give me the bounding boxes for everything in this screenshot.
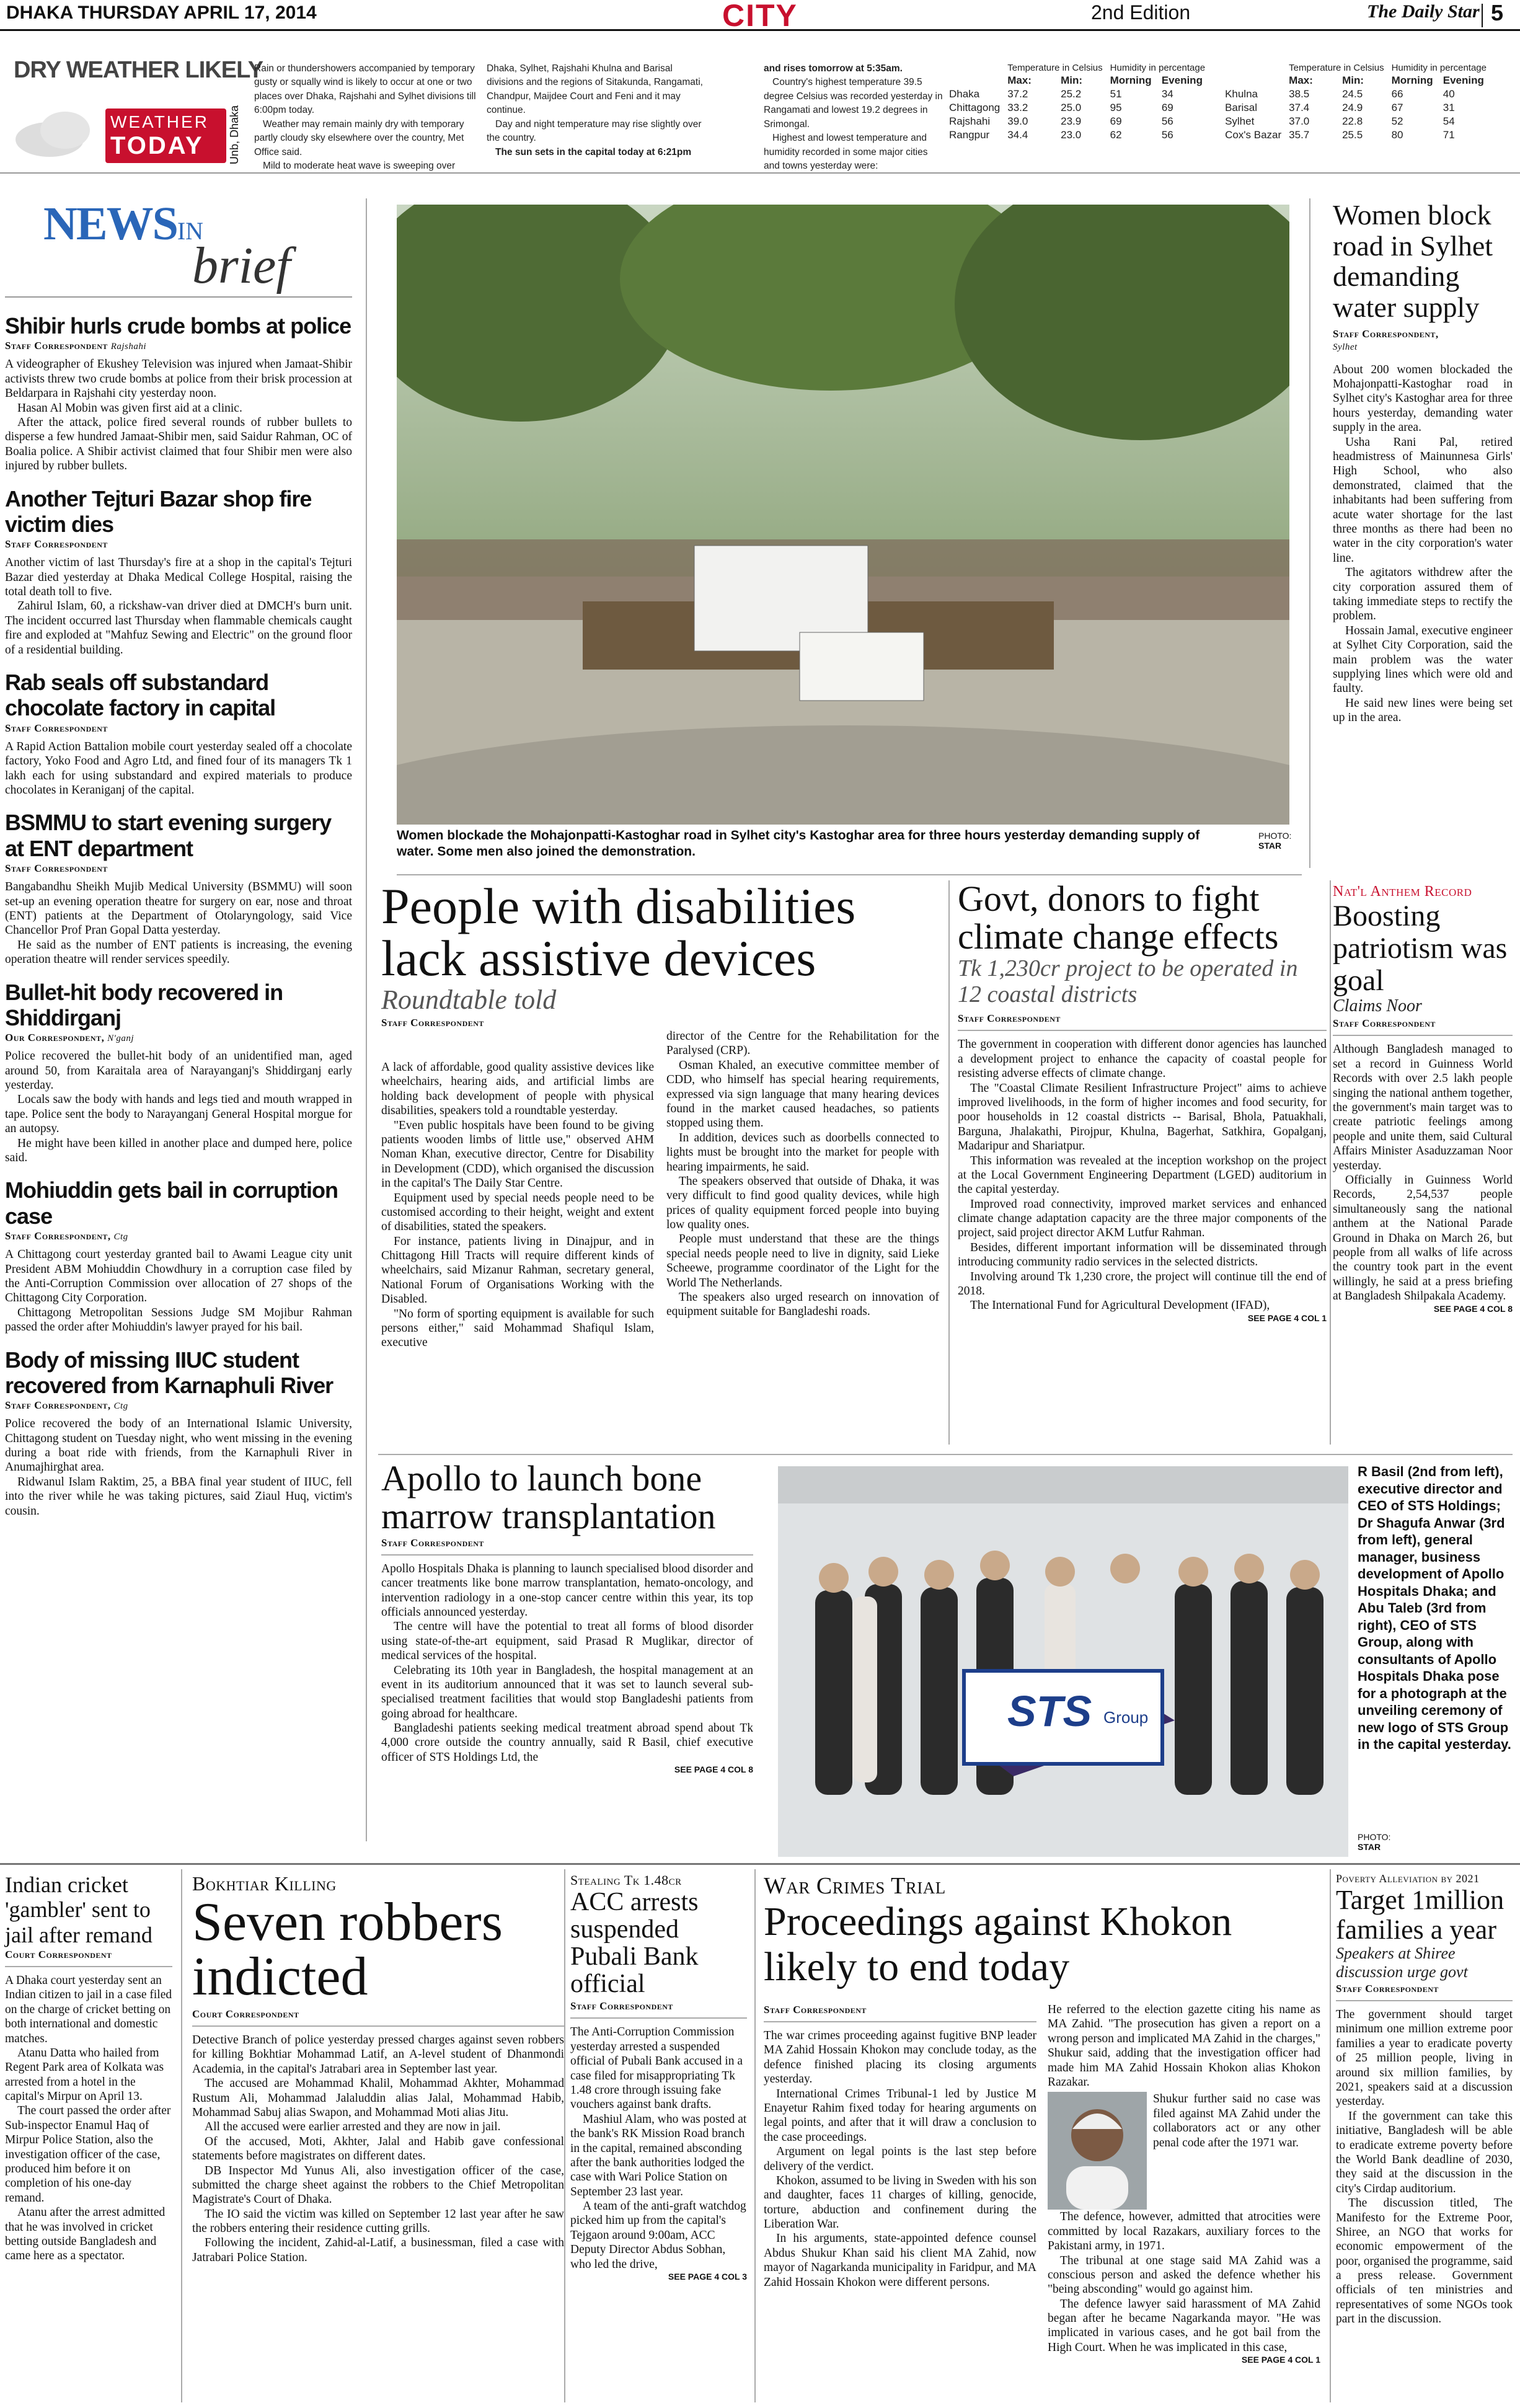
column-rule [1309,198,1310,868]
paragraph: director of the Centre for the Rehabilitation for the Paralysed (CRP). [666,1030,939,1058]
brief-body [5,880,352,967]
paragraph: The speakers also urged research on innovation of equipment suitable for Bangladeshi roads. [666,1291,939,1319]
paragraph: About 200 women blockaded the Mohajonpatti-Kastoghar road in Sylhet city's Kastoghar area for three hours yesterday, demanding water supply in the area. [1333,363,1513,435]
see-page-link[interactable]: SEE PAGE 4 COL 8 [1433,1303,1513,1314]
story-kicker: Poverty Alleviation by 2021 [1336,1872,1480,1885]
paragraph: Of the accused, Moti, Akhter, Jalal and Habib gave confessional statements before magistrates on different dates. [192,2135,564,2163]
paragraph: Apollo Hospitals Dhaka is planning to launch specialised blood disorder and cancer treatments like bone marrow transplantation, hemato-oncology, and intervention radiology in a one-stop cancer centre within this year, its top officials announced yesterday. [381,1562,753,1619]
byline: Staff Correspondent [5,340,108,352]
apollo-photo-caption: R Basil (2nd from left), executive director and CEO of STS Holdings; Dr Shagufa Anwar (3rd from left), general manager, business development of Apollo Hospitals Dhaka; and Abu Taleb (3rd from right), CEO of STS Group, along with consultants of Apollo Hospitals Dhaka pose for a photograph at the unveiling ceremony of new logo of STS Group in the capital yesterday. [1358,1464,1511,1752]
paragraph: Chittagong Metropolitan Sessions Judge SM Mojibur Rahman passed the order after Mohiuddin's lawyer prayed for his bail. [5,1306,352,1334]
city-name: Rajshahi [949,115,991,127]
story-headline[interactable]: Apollo to launch bone marrow transplantation [381,1458,716,1536]
city-name: Barisal [1225,102,1258,113]
khokon-portrait [1048,2092,1147,2210]
dateline: Ctg [113,1401,128,1412]
column-rule [1330,880,1331,1445]
photo-credit-source: STAR [1358,1842,1381,1852]
byline: Staff Correspondent, [1333,327,1439,340]
evening-humidity: 54 [1443,115,1455,127]
evening-header: Evening [1443,74,1484,86]
story-body [381,1562,753,1764]
evening-humidity: 56 [1161,129,1173,141]
page-number: 5 [1491,0,1504,25]
paragraph: Celebrating its 10th year in Bangladesh, the hospital management at an event in its auditorium announced that it was set to launch several sub-specialised treatment facilities that would stop Bangladeshi patients from going abroad for healthcare. [381,1663,753,1720]
climate-story [958,880,1327,1323]
min-temp: 22.8 [1342,115,1363,127]
brief-headline[interactable]: BSMMU to start evening surgery at ENT department [5,810,332,861]
column-rule [181,1869,182,2402]
morning-humidity: 95 [1110,102,1122,113]
weather-logo-line2: TODAY [110,132,204,159]
paragraph: Shukur further said no case was filed against MA Zahid under the collaborators act or any other penal code after the 1971 war. [1153,2092,1320,2149]
weather-row [945,115,1490,128]
paragraph: People must understand that these are the things special needs people need to live in dignity, said Lieke Scheewe, programme coordinator of the Light for the World The Netherlands. [666,1233,939,1290]
story-headline[interactable]: Target 1million families a year [1336,1885,1505,1945]
paragraph: Police recovered the body of an International Islamic University, Chittagong student on Tuesday night, who went missing in the evening during a boat ride with friends, from the Karnaphuli River in Anumajhirghat area. [5,1417,352,1474]
paragraph: A Chittagong court yesterday granted bail to Awami League city unit President ABM Mohiuddin Chowdhury in a corruption case filed by the Anti-Corruption Commission over allocation of 27 shops of the Chittagong City Corporation. [5,1248,352,1305]
paragraph: Atanu after the arrest admitted that he was involved in cricket betting outside Bangladesh and came here as a spectator. [5,2206,166,2263]
nib-in: IN [177,217,204,245]
brief-headline[interactable]: Shibir hurls crude bombs at police [5,313,351,339]
brief-headline[interactable]: Rab seals off substandard chocolate factory in capital [5,670,276,721]
masthead-date: DHAKA THURSDAY APRIL 17, 2014 [6,2,317,23]
paragraph: The tribunal at one stage said MA Zahid was a conscious person and asked the defence whether his "being absconding" would go against him. [1048,2254,1320,2296]
paragraph: A lack of affordable, good quality assistive devices like wheelchairs, hearing aids, and artificial limbs are holding back development of people with physical disabilities, speakers told a roundtable yesterday. [381,1061,654,1118]
byline: Court Correspondent [5,1948,112,1960]
paragraph: Police recovered the bullet-hit body of an unidentified man, aged around 50, from Karaitala area of Narayanganj's Shiddirganj early yesterday. [5,1050,352,1092]
column-rule [754,1869,756,2402]
column-rule [948,880,950,1445]
news-in-brief-logo [43,197,291,294]
evening-humidity: 34 [1161,88,1173,100]
disabilities-col2 [666,1029,939,1319]
min-temp: 23.0 [1061,129,1082,141]
evening-humidity: 56 [1161,115,1173,127]
paragraph: Involving around Tk 1,230 crore, the project will continue till the end of 2018. [958,1270,1327,1298]
max-temp: 37.4 [1289,102,1310,113]
protest-photo-illustration [397,205,1289,825]
min-temp: 24.5 [1342,88,1363,100]
see-page-link[interactable]: SEE PAGE 4 COL 3 [668,2272,747,2282]
weather-para: Rain or thundershowers accompanied by temporary gusty or squally wind is likely to occur at one or two places over Dhaka, Rajshahi and Sylhet divisions till 6:00pm today. [254,63,476,116]
apollo-photo[interactable] [778,1466,1348,1857]
brief-body [5,556,352,657]
city-name: Khulna [1225,88,1258,100]
max-temp: 39.0 [1007,115,1028,127]
brief-body [5,1247,352,1334]
khokon-col1 [764,2003,1036,2290]
weather-title: DRY WEATHER LIKELY [14,57,263,83]
city-name: Rangpur [949,129,990,141]
story-headline[interactable]: ACC arrests suspended Pubali Bank official [570,1888,699,1999]
evening-humidity: 40 [1443,88,1455,100]
byline: Staff Correspondent, [5,1230,111,1242]
paragraph: Argument on legal points is the last step before delivery of the verdict. [764,2145,1036,2173]
byline: Staff Correspondent [570,2000,673,2012]
paragraph: The defence lawyer said harassment of MA Zahid began after he became Nagarkanda mayor. "He was implicated in various cases, and he got bail from the High Court. When he was implicated in this case, [1048,2297,1320,2354]
byline: Staff Correspondent [381,1536,484,1549]
story-body [1336,2007,1513,2327]
story-body [764,2029,1036,2290]
paragraph: He referred to the election gazette citing his name as MA Zahid. "The prosecution has given a report on a wrong person and implicated MA Zahid in the charges," Shukur said, adding that the investigation officer had made him MA Zahid Hossain Khokon alias Khokon Razakar. [1048,2003,1320,2089]
min-temp: 25.0 [1061,102,1082,113]
paragraph: A videographer of Ekushey Television was injured when Jamaat-Shibir activists threw two crude bombs at police from their brisk procession at Beldarpara in Rajshahi city yesterday noon. [5,358,352,401]
column-rule [564,1869,565,2402]
anthem-story [1333,883,1513,1314]
paragraph: The defence, however, admitted that atrocities were committed by local Razakars, auxiliary forces to the Pakistani army, in 1971. [1048,2210,1320,2253]
story-headline[interactable]: People with disabilities lack assistive devices [381,878,856,986]
morning-humidity: 51 [1110,88,1122,100]
byline: Staff Correspondent [764,2004,867,2016]
byline: Staff Correspondent [5,722,108,734]
city-name: Sylhet [1225,115,1255,127]
min-temp: 24.9 [1342,102,1363,113]
women-block-story [1333,200,1513,725]
sts-group: Group [1103,1708,1149,1727]
paragraph: A Rapid Action Battalion mobile court yesterday sealed off a chocolate factory, Yoko Food and Agro Ltd, and fined four of its managers Tk 1 lakh each for using substandard and expired materials to produce chocolates in Keraniganj of the capital. [5,740,352,797]
paragraph: Usha Rani Pal, retired headmistress of Mainunnesa Girls' High School, who also demonstrated, claimed that the inhabitants had been suffering from acute water shortage for the last three months as there had been no water in the city corporation's water line. [1333,435,1513,565]
khokon-col2 [1048,2003,1320,2365]
weather-cloud-icon [12,105,99,161]
weather-row [945,101,1490,115]
brief-item [5,313,352,474]
story-kicker: Stealing Tk 1.48cr [570,1872,682,1888]
weather-para: and rises tomorrow at 5:35am. [764,63,903,74]
paragraph: Detective Branch of police yesterday pressed charges against seven robbers for killing Bokhtiar Mohammad Latif, an A-level student of Dhanmondi Academia, in the capital's Jatrabari area in September last year. [192,2034,564,2076]
paragraph: He said new lines were being set up in the area. [1333,696,1513,725]
min-header: Min: [1342,74,1364,86]
paragraph: In addition, devices such as doorbells connected to lights must be brought into the market for people with hearing impairments, he said. [666,1131,939,1174]
newspaper-logo: The Daily Star [1367,1,1480,22]
evening-header: Evening [1161,74,1203,86]
brief-item [5,810,352,967]
paragraph: The government should target minimum one million extreme poor families a year to eradicate poverty of 25 million people, living in around six million families, by 2021, speakers said at a discussion yesterday. [1336,2008,1513,2109]
paragraph: Khokon, assumed to be living in Sweden with his son and daughter, faces 11 charges of killing, genocide, torture, abduction and confinement during the Liberation War. [764,2174,1036,2231]
paragraph: For instance, patients living in Dinajpur, and in Chittagong Hill Tracts will require different kinds of wheelchairs, said Mizanur Rahman, secretary general, National Forum of Organisations Working with the Disabled. [381,1234,654,1306]
sts-logo: STS [1007,1687,1092,1735]
paragraph: In his arguments, state-appointed defence counsel Abdus Shukur Khan said his client MA Zahid, now mayor of Nagarkanda municipality in Faridpur, and MA Zahid Hossain Khokon were different persons. [764,2232,1036,2289]
paragraph: "No form of sporting equipment is available for such persons either," said Mohammad Shafiqul Islam, executive [381,1307,654,1350]
paragraph: All the accused were earlier arrested and they are now in jail. [205,2120,501,2134]
byline: Staff Correspondent [1336,1983,1439,1995]
evening-humidity: 69 [1161,102,1173,113]
humidity-header: Humidity in percentage [1391,63,1487,73]
weather-today-logo [105,108,226,163]
city-name: Dhaka [949,88,980,100]
morning-humidity: 69 [1110,115,1122,127]
paragraph: Hossain Jamal, executive engineer at Sylhet City Corporation, said the main problem was the water supplying lines which were old and faulty. [1333,624,1513,696]
humidity-header: Humidity in percentage [1110,63,1206,73]
paragraph: Atanu Datta who hailed from Regent Park area of Kolkata was arrested from a hotel in the capital's Mirpur on April 13. [5,2046,164,2104]
main-photo-caption: Women blockade the Mohajonpatti-Kastoghar road in Sylhet city's Kastoghar area for three hours yesterday demanding supply of water. Some men also joined the demonstration. [397,828,1200,859]
paragraph: The court passed the order after Sub-inspector Enamul Haq of Mirpur Police Station, also the investigation officer of the case, produced him before it on completion of his one-day remand. [5,2104,171,2205]
column-rule [366,198,367,1841]
story-kicker: War Crimes Trial [764,1873,946,1899]
paragraph: He said as the number of ENT patients is increasing, the evening operation theatre will render services speedily. [5,938,352,967]
min-temp: 25.2 [1061,88,1082,100]
max-header: Max: [1289,74,1313,86]
paragraph: Following the incident, Zahid-al-Latif, a businessman, filed a case with Jatrabari Police Station. [192,2236,564,2264]
brief-body [5,1049,352,1165]
main-photo[interactable] [397,205,1289,825]
divider [5,296,352,298]
apollo-story [381,1460,753,1774]
city-name: Chittagong [949,102,1001,113]
paragraph: A team of the anti-graft watchdog picked him up from the capital's Tejgaon around 9:00am, ACC Deputy Director Abdus Sobhan, who led the drive, [570,2200,746,2271]
morning-humidity: 80 [1391,129,1403,141]
brief-body [5,740,352,798]
paragraph: Another victim of last Thursday's fire at a shop in the capital's Tejturi Bazar died yesterday at Dhaka Medical College Hospital, raising the total death toll to five. [5,556,352,599]
divider [378,1454,1513,1455]
weather-table [945,62,1490,142]
see-page-link[interactable]: SEE PAGE 4 COL 1 [1247,1312,1327,1323]
story-headline[interactable]: Govt, donors to fight climate change effects [958,879,1279,957]
photo-credit [1358,1832,1390,1852]
weather-para: Dhaka, Sylhet, Rajshahi Khulna and Barisal divisions and the regions of Sitakunda, Rangamati, Chandpur, Maijdee Court and Feni and it may continue. [487,63,703,116]
paragraph: A Dhaka court yesterday sent an Indian citizen to jail in a case filed on the charge of cricket betting on both international and domestic matches. [5,1973,172,2045]
paragraph: Although Bangladesh managed to set a record in Guinness World Records with over 2.5 lakh people singing the national anthem together, the government's main target was to create patriotic feelings among people and unite them, said Cultural Affairs Minister Asaduzzaman Noor yesterday. [1333,1043,1513,1172]
weather-text-col3 [764,62,943,174]
byline: Staff Correspondent [5,862,108,875]
story-body [5,1973,172,2264]
paragraph: The Anti-Corruption Commission yesterday arrested a suspended official of Pubali Bank accused in a case filed for misappropriating Tk 1.48 crore through issuing fake vouchers against bank drafts. [570,2025,743,2112]
paragraph: The accused are Mohammad Khalil, Mohammad Akhter, Mohammad Rustum Ali, Mohammad Jalaluddin alias Jalal, Mohammad Habib, Mohammad Sabuj alias Swapon, and Mohammad Moti alias Jitu. [192,2077,564,2119]
morning-humidity: 52 [1391,115,1403,127]
edition-label: 2nd Edition [1091,1,1191,24]
temp-header: Temperature in Celsius [1007,63,1103,73]
paragraph: The war crimes proceeding against fugitive BNP leader MA Zahid Hossain Khokon may conclude today, as the defence finished placing its closing arguments yesterday. [764,2029,1036,2086]
dateline: Ctg [113,1232,128,1242]
photo-credit-label: PHOTO: [1258,831,1292,841]
paragraph: After the attack, police fired several rounds of rubber bullets to disperse a few hundred Jamaat-Shibir men, said Saidur Rahman, OC of Boalia police. A Shibir activist claimed that four Shibir men were also injured by rubber bullets. [5,415,352,473]
min-header: Min: [1061,74,1083,86]
paragraph: DB Inspector Md Yunus Ali, also investigation officer of the case, submitted the charge sheet against the robbers to the Chief Metropolitan Magistrate's Court of Dhaka. [192,2164,564,2207]
temp-header: Temperature in Celsius [1289,63,1384,73]
weather-para: Country's highest temperature 39.5 degree Celsius was recorded yesterday in Rangamati and lowest 19.2 degrees in Srimongal. [764,77,943,130]
story-subhead: Claims Noor [1333,996,1422,1016]
story-subhead: Roundtable told [381,985,557,1016]
weather-row [945,87,1490,101]
dateline: N'ganj [107,1034,134,1044]
paragraph: Improved road connectivity, improved market services and enhanced climate change adaptation capacity are the three major components of the project, said project director AKM Lutfur Rahman. [958,1197,1327,1240]
masthead-divider [1482,4,1483,27]
paragraph: Bangabandhu Sheikh Mujib Medical University (BSMMU) will soon set-up an evening operation theatre for surgery on ear, nose and throat (ENT) patients at the Department of Otolaryngology, said Vice Chancellor Prof Pran Gopal Datta yesterday. [5,880,352,937]
paragraph: International Crimes Tribunal-1 led by Justice M Enayetur Rahim fixed today for hearing arguments on legal points, and after that it will draw a conclusion to the case proceedings. [764,2087,1036,2144]
paragraph: Equipment used by special needs people need to be customised according to their height, weight and extent of disabilities, stated the speakers. [381,1191,654,1234]
story-subhead: Tk 1,230cr project to be operated in 12 coastal districts [958,955,1298,1007]
story-headline[interactable]: Women block road in Sylhet demanding water supply [1333,199,1493,324]
morning-humidity: 62 [1110,129,1122,141]
max-temp: 33.2 [1007,102,1028,113]
brief-body [5,1417,352,1518]
weather-logo-line1: WEATHER [110,112,209,131]
paragraph: Hasan Al Mobin was given first aid at a clinic. [17,401,242,415]
acc-story [570,1872,747,2282]
brief-item [5,670,352,797]
sts-ceremony-illustration [778,1466,1348,1857]
paragraph: Officially in Guinness World Records, 2,54,537 people simultaneously sang the national anthem at the National Parade Ground in Dhaka on March 26, but people from all walks of life across the country took part in the event willingly, he said at a press briefing at Bangladesh Shilpakala Academy. [1333,1174,1513,1303]
disabilities-col1 [381,1060,654,1350]
story-headline[interactable]: Boosting patriotism was goal [1333,900,1508,997]
brief-item [5,1347,352,1519]
max-temp: 38.5 [1289,88,1310,100]
byline: Staff Correspondent [5,538,108,551]
paragraph: Osman Khaled, an executive committee member of CDD, who himself has special hearing requirements, expressed via sign language that many hearing devices found in the market caused headaches, so patients stopped using them. [666,1058,939,1130]
paragraph: The centre will have the potential to treat all forms of blood disorder using state-of-the-art equipment, said Prasad R Muglikar, director of medical services of the hospital. [381,1620,753,1663]
story-body [958,1037,1327,1312]
divider [397,874,1302,875]
paragraph: If the government can take this initiative, Bangladesh will be able to eradicate extreme poverty before the World Bank deadline of 2030, they said at the discussion in the city's Cirdap auditorium. [1336,2109,1513,2195]
story-kicker: Nat'l Anthem Record [1333,883,1472,900]
story-body [1333,363,1513,725]
story-headline[interactable]: Proceedings against Khokon likely to end today [764,1899,1232,1990]
max-header: Max: [1007,74,1032,86]
weather-text-col2 [487,62,710,159]
byline: Staff Correspondent [1333,1017,1436,1030]
byline: Staff Correspondent [381,1017,484,1029]
paragraph: The government in cooperation with different donor agencies has launched a development project to enhance the capacity of coastal people for resisting adverse effects of climate change. [958,1038,1327,1081]
byline: Our Correspondent, [5,1032,105,1044]
paragraph: Zahirul Islam, 60, a rickshaw-van driver died at DMCH's burn unit. The incident occurred last Thursday when flammable chemicals caught fire and exploded at "Mahfuz Sewing and Electric" on the ground floor of a residential building. [5,600,352,657]
brief-item [5,486,352,658]
brief-headline[interactable]: Mohiuddin gets bail in corruption case [5,1177,338,1229]
weather-para: Day and night temperature may rise slightly over the country. [487,118,702,144]
min-temp: 25.5 [1342,129,1363,141]
paragraph: Bangladeshi patients seeking medical treatment abroad spend about Tk 4,000 crore outside the country annually, said R Basil, chief executive officer of STS Holdings Ltd, the [381,1722,753,1764]
divider [0,1863,1520,1865]
paragraph: This information was revealed at the inception workshop on the project at the Local Government Engineering Department (LGED) auditorium in the capital yesterday. [958,1154,1327,1197]
brief-headline[interactable]: Another Tejturi Bazar shop fire victim dies [5,485,312,537]
city-name: Cox's Bazar [1225,129,1282,141]
weather-para: The sun sets in the capital today at 6:21pm [495,146,692,157]
nib-news: NEWS [43,198,177,250]
byline: Court Correspondent [192,2008,299,2020]
paragraph: Ridwanul Islam Raktim, 25, a BBA final year student of IIUC, fell into the river while he was taking pictures, said Ziaul Huq, victim's cousin. [5,1475,352,1518]
story-kicker: Bokhtiar Killing [192,1872,337,1895]
nib-brief: brief [192,237,291,294]
brief-headline[interactable]: Bullet-hit body recovered in Shiddirganj [5,979,283,1030]
weather-row [945,128,1490,142]
paragraph: The speakers observed that outside of Dhaka, it was very difficult to find good quality devices, while high prices of quality equipment forced people into buying low quality ones. [666,1174,939,1232]
brief-item [5,980,352,1166]
photo-credit-source: STAR [1258,841,1282,851]
paragraph: Besides, different important information will be disseminated through introducing community radio services in the selected districts. [958,1241,1327,1269]
story-body [192,2033,564,2265]
weather-para: Mild to moderate heat wave is sweeping over [263,161,456,172]
weather-para: Highest and lowest temperature and humidity recorded in some major cities and towns yesterday were: [764,133,928,172]
section-title: CITY [722,0,798,33]
story-subhead: Speakers at Shiree discussion urge govt [1336,1944,1468,1981]
weather-source: Unb, Dhaka [228,105,241,165]
brief-headline[interactable]: Body of missing IIUC student recovered from Karnaphuli River [5,1347,334,1398]
byline: Staff Correspondent [958,1012,1061,1025]
max-temp: 35.7 [1289,129,1310,141]
dateline: Rajshahi [110,342,147,352]
weather-para: Weather may remain mainly dry with temporary partly cloudy sky elsewhere over the country, Met Office said. [254,118,464,157]
paragraph: "Even public hospitals have been found to be giving patients wooden limbs of little use," observed AHM Noman Khan, executive director, Centre for Disability in Development (CDD), which organised the discussion in the capital's The Daily Star Centre. [381,1118,654,1190]
paragraph: The IO said the victim was killed on September 12 last year after he saw the robbers entering their residence cutting grills. [192,2207,564,2236]
column-rule [1330,1869,1331,2402]
brief-body [5,357,352,473]
khokon-story [764,1872,1322,1990]
paragraph: The International Fund for Agricultural Development (IFAD), [970,1299,1270,1312]
cricket-story [5,1872,172,2264]
weather-text-col1 [254,62,477,174]
dateline: Sylhet [1333,342,1358,352]
evening-humidity: 31 [1443,102,1455,113]
news-brief-column [5,313,352,1518]
story-body [1333,1042,1513,1303]
byline: Staff Correspondent, [5,1399,111,1412]
brief-item [5,1177,352,1334]
morning-humidity: 67 [1391,102,1403,113]
morning-humidity: 66 [1391,88,1403,100]
paragraph: The discussion titled, The Manifesto for the Extreme Poor, Shiree, an NGO that works for economic empowerment of the poor, organised the programme, said a press release. Government officials of ten ministries and representatives of some NGOs took part in the discussion. [1336,2197,1513,2326]
poverty-story [1336,1872,1513,2327]
story-headline[interactable]: Seven robbers indicted [192,1892,503,2007]
paragraph: Mashiul Alam, who was posted at the bank's RK Mission Road branch in the capital, remained absconding after the bank authorities lodged the case with Wari Police Station on September 23 last year. [570,2112,747,2198]
morning-header: Morning [1110,74,1152,86]
see-page-link[interactable]: SEE PAGE 4 COL 1 [1241,2355,1320,2365]
story-body [570,2025,747,2272]
photo-credit-label: PHOTO: [1358,1832,1391,1842]
paragraph: The agitators withdrew after the city corporation assured them of taking immediate steps to rectify the problem. [1333,566,1513,623]
paragraph: He might have been killed in another place and dumped here, police said. [5,1136,352,1165]
max-temp: 37.2 [1007,88,1028,100]
paragraph: Locals saw the body with hands and legs tied and mouth wrapped in tape. Police sent the body to Narayanganj General Hospital morgue for an autopsy. [5,1093,352,1136]
min-temp: 23.9 [1061,115,1082,127]
paragraph: The "Coastal Climate Resilient Infrastructure Project" aims to achieve improved livelihoods, in the form of higher incomes and food security, for poor households in 12 coastal districts -- Barisal, Bhola, Patuakhali, Barguna, Jhalakathi, Pirojpur, Khulna, Bagerhat, Satkhira, Gopalganj, Madaripur and Shariatpur. [958,1081,1327,1153]
photo-credit [1258,831,1291,851]
max-temp: 34.4 [1007,129,1028,141]
evening-humidity: 71 [1443,129,1455,141]
robbers-story [192,1872,564,2265]
see-page-link[interactable]: SEE PAGE 4 COL 8 [674,1764,753,1775]
morning-header: Morning [1391,74,1433,86]
disabilities-story [381,880,939,1034]
story-headline[interactable]: Indian cricket 'gambler' sent to jail after remand [5,1872,152,1947]
max-temp: 37.0 [1289,115,1310,127]
